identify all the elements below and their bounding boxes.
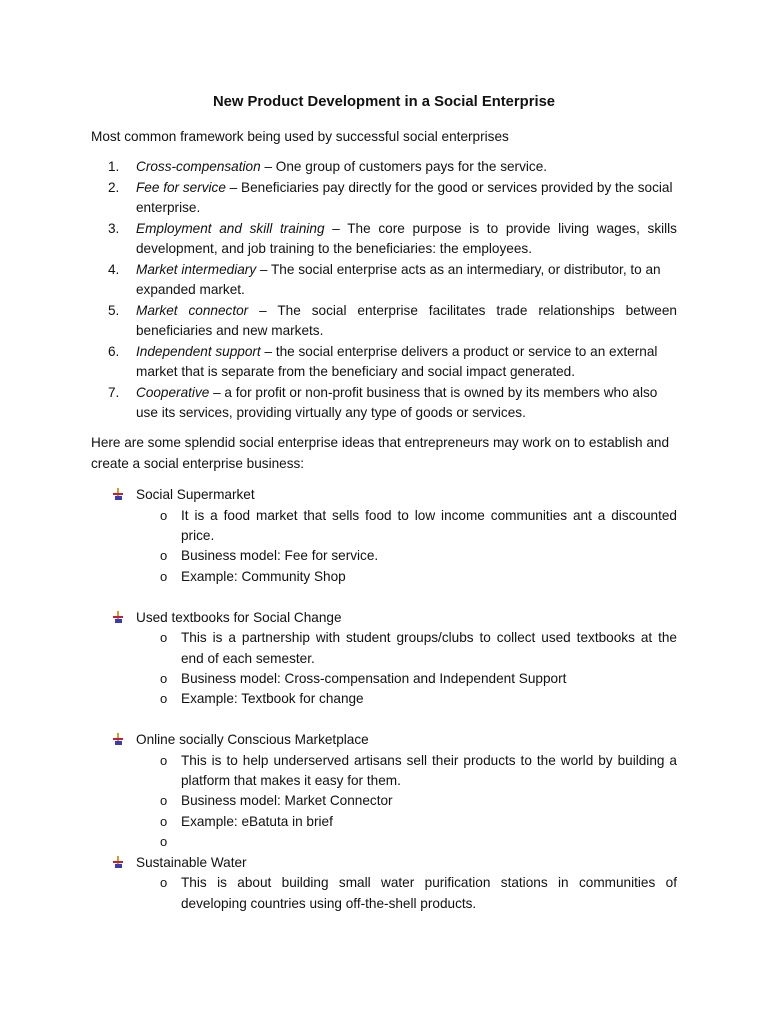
- framework-term: Cross-compensation: [136, 159, 261, 174]
- idea-example: Example: Textbook for change: [181, 691, 364, 706]
- idea-description: This is a partnership with student groups/clubs to collect used textbooks at the: [181, 630, 677, 645]
- circle-bullet-icon: o: [160, 691, 168, 706]
- framework-desc: – Beneficiaries pay directly for the good or services provided by the social: [225, 180, 673, 195]
- idea-description: This is to help underserved artisans sell their products to the world by building a: [181, 753, 677, 768]
- idea-name: Online socially Conscious Marketplace: [136, 732, 369, 747]
- idea-example: Example: Community Shop: [181, 569, 346, 584]
- ideas-intro-cont: create a social enterprise business:: [91, 456, 305, 471]
- circle-bullet-icon: o: [160, 753, 168, 768]
- idea-name: Used textbooks for Social Change: [136, 610, 342, 625]
- list-item: [136, 344, 657, 359]
- arrow-bullet-icon: [112, 611, 124, 623]
- list-item: [136, 385, 657, 400]
- idea-description-cont: price.: [181, 528, 215, 543]
- circle-bullet-icon: o: [160, 834, 168, 849]
- framework-desc: – The social enterprise facilitates trade relationships between: [248, 303, 677, 318]
- framework-desc: – a for profit or non-profit business that is owned by its members who also: [209, 385, 658, 400]
- intro-text: Most common framework being used by successful social enterprises: [91, 129, 509, 144]
- circle-bullet-icon: o: [160, 793, 168, 808]
- circle-bullet-icon: o: [160, 508, 168, 523]
- idea-name: Social Supermarket: [136, 487, 255, 502]
- circle-bullet-icon: o: [160, 569, 168, 584]
- framework-term: Market connector: [136, 303, 249, 318]
- circle-bullet-icon: o: [160, 671, 168, 686]
- circle-bullet-icon: o: [160, 548, 168, 563]
- framework-desc: – the social enterprise delivers a product or service to an external: [260, 344, 658, 359]
- idea-business-model: Business model: Cross-compensation and Independent Support: [181, 671, 567, 686]
- framework-term: Employment and skill training: [136, 221, 325, 236]
- idea-description: This is about building small water purification stations in communities of: [181, 875, 677, 890]
- framework-desc: – The core purpose is to provide living wages, skills: [324, 221, 677, 236]
- circle-bullet-icon: o: [160, 630, 168, 645]
- framework-term: Market intermediary: [136, 262, 257, 277]
- page-title: New Product Development in a Social Enterprise: [212, 94, 556, 110]
- framework-term: Fee for service: [136, 180, 226, 195]
- arrow-bullet-icon: [112, 856, 124, 868]
- idea-description-cont: developing countries using off-the-shell products.: [181, 896, 477, 911]
- idea-description-cont: platform that makes it easy for them.: [181, 773, 401, 788]
- list-number: 7.: [108, 385, 120, 400]
- list-item: [136, 159, 547, 174]
- list-number: 3.: [108, 221, 120, 236]
- arrow-bullet-icon: [112, 733, 124, 745]
- idea-business-model: Business model: Fee for service.: [181, 548, 379, 563]
- list-item: [136, 221, 677, 236]
- framework-desc-cont: development, and job training to the beneficiaries: the employees.: [136, 241, 532, 256]
- framework-desc: – One group of customers pays for the service.: [260, 159, 548, 174]
- framework-desc-cont: beneficiaries and new markets.: [136, 323, 324, 338]
- framework-desc-cont: market that is separate from the beneficiary and social impact generated.: [136, 364, 576, 379]
- circle-bullet-icon: o: [160, 875, 168, 890]
- idea-description: It is a food market that sells food to low income communities ant a discounted: [181, 508, 677, 523]
- idea-description-cont: end of each semester.: [181, 651, 315, 666]
- circle-bullet-icon: o: [160, 814, 168, 829]
- ideas-intro: Here are some splendid social enterprise ideas that entrepreneurs may work on to establish and: [91, 435, 670, 450]
- framework-desc-cont: expanded market.: [136, 282, 245, 297]
- framework-desc-cont: enterprise.: [136, 200, 201, 215]
- idea-example: Example: eBatuta in brief: [181, 814, 333, 829]
- idea-business-model: Business model: Market Connector: [181, 793, 393, 808]
- list-number: 2.: [108, 180, 120, 195]
- list-item: [136, 262, 661, 277]
- list-number: 1.: [108, 159, 120, 174]
- framework-term: Independent support: [136, 344, 261, 359]
- list-item: [136, 303, 677, 318]
- list-number: 5.: [108, 303, 120, 318]
- idea-name: Sustainable Water: [136, 855, 247, 870]
- framework-term: Cooperative: [136, 385, 210, 400]
- arrow-bullet-icon: [112, 488, 124, 500]
- list-item: [136, 180, 672, 195]
- list-number: 4.: [108, 262, 120, 277]
- list-number: 6.: [108, 344, 120, 359]
- framework-desc-cont: use its services, providing virtually any type of goods or services.: [136, 405, 526, 420]
- framework-desc: – The social enterprise acts as an intermediary, or distributor, to an: [256, 262, 661, 277]
